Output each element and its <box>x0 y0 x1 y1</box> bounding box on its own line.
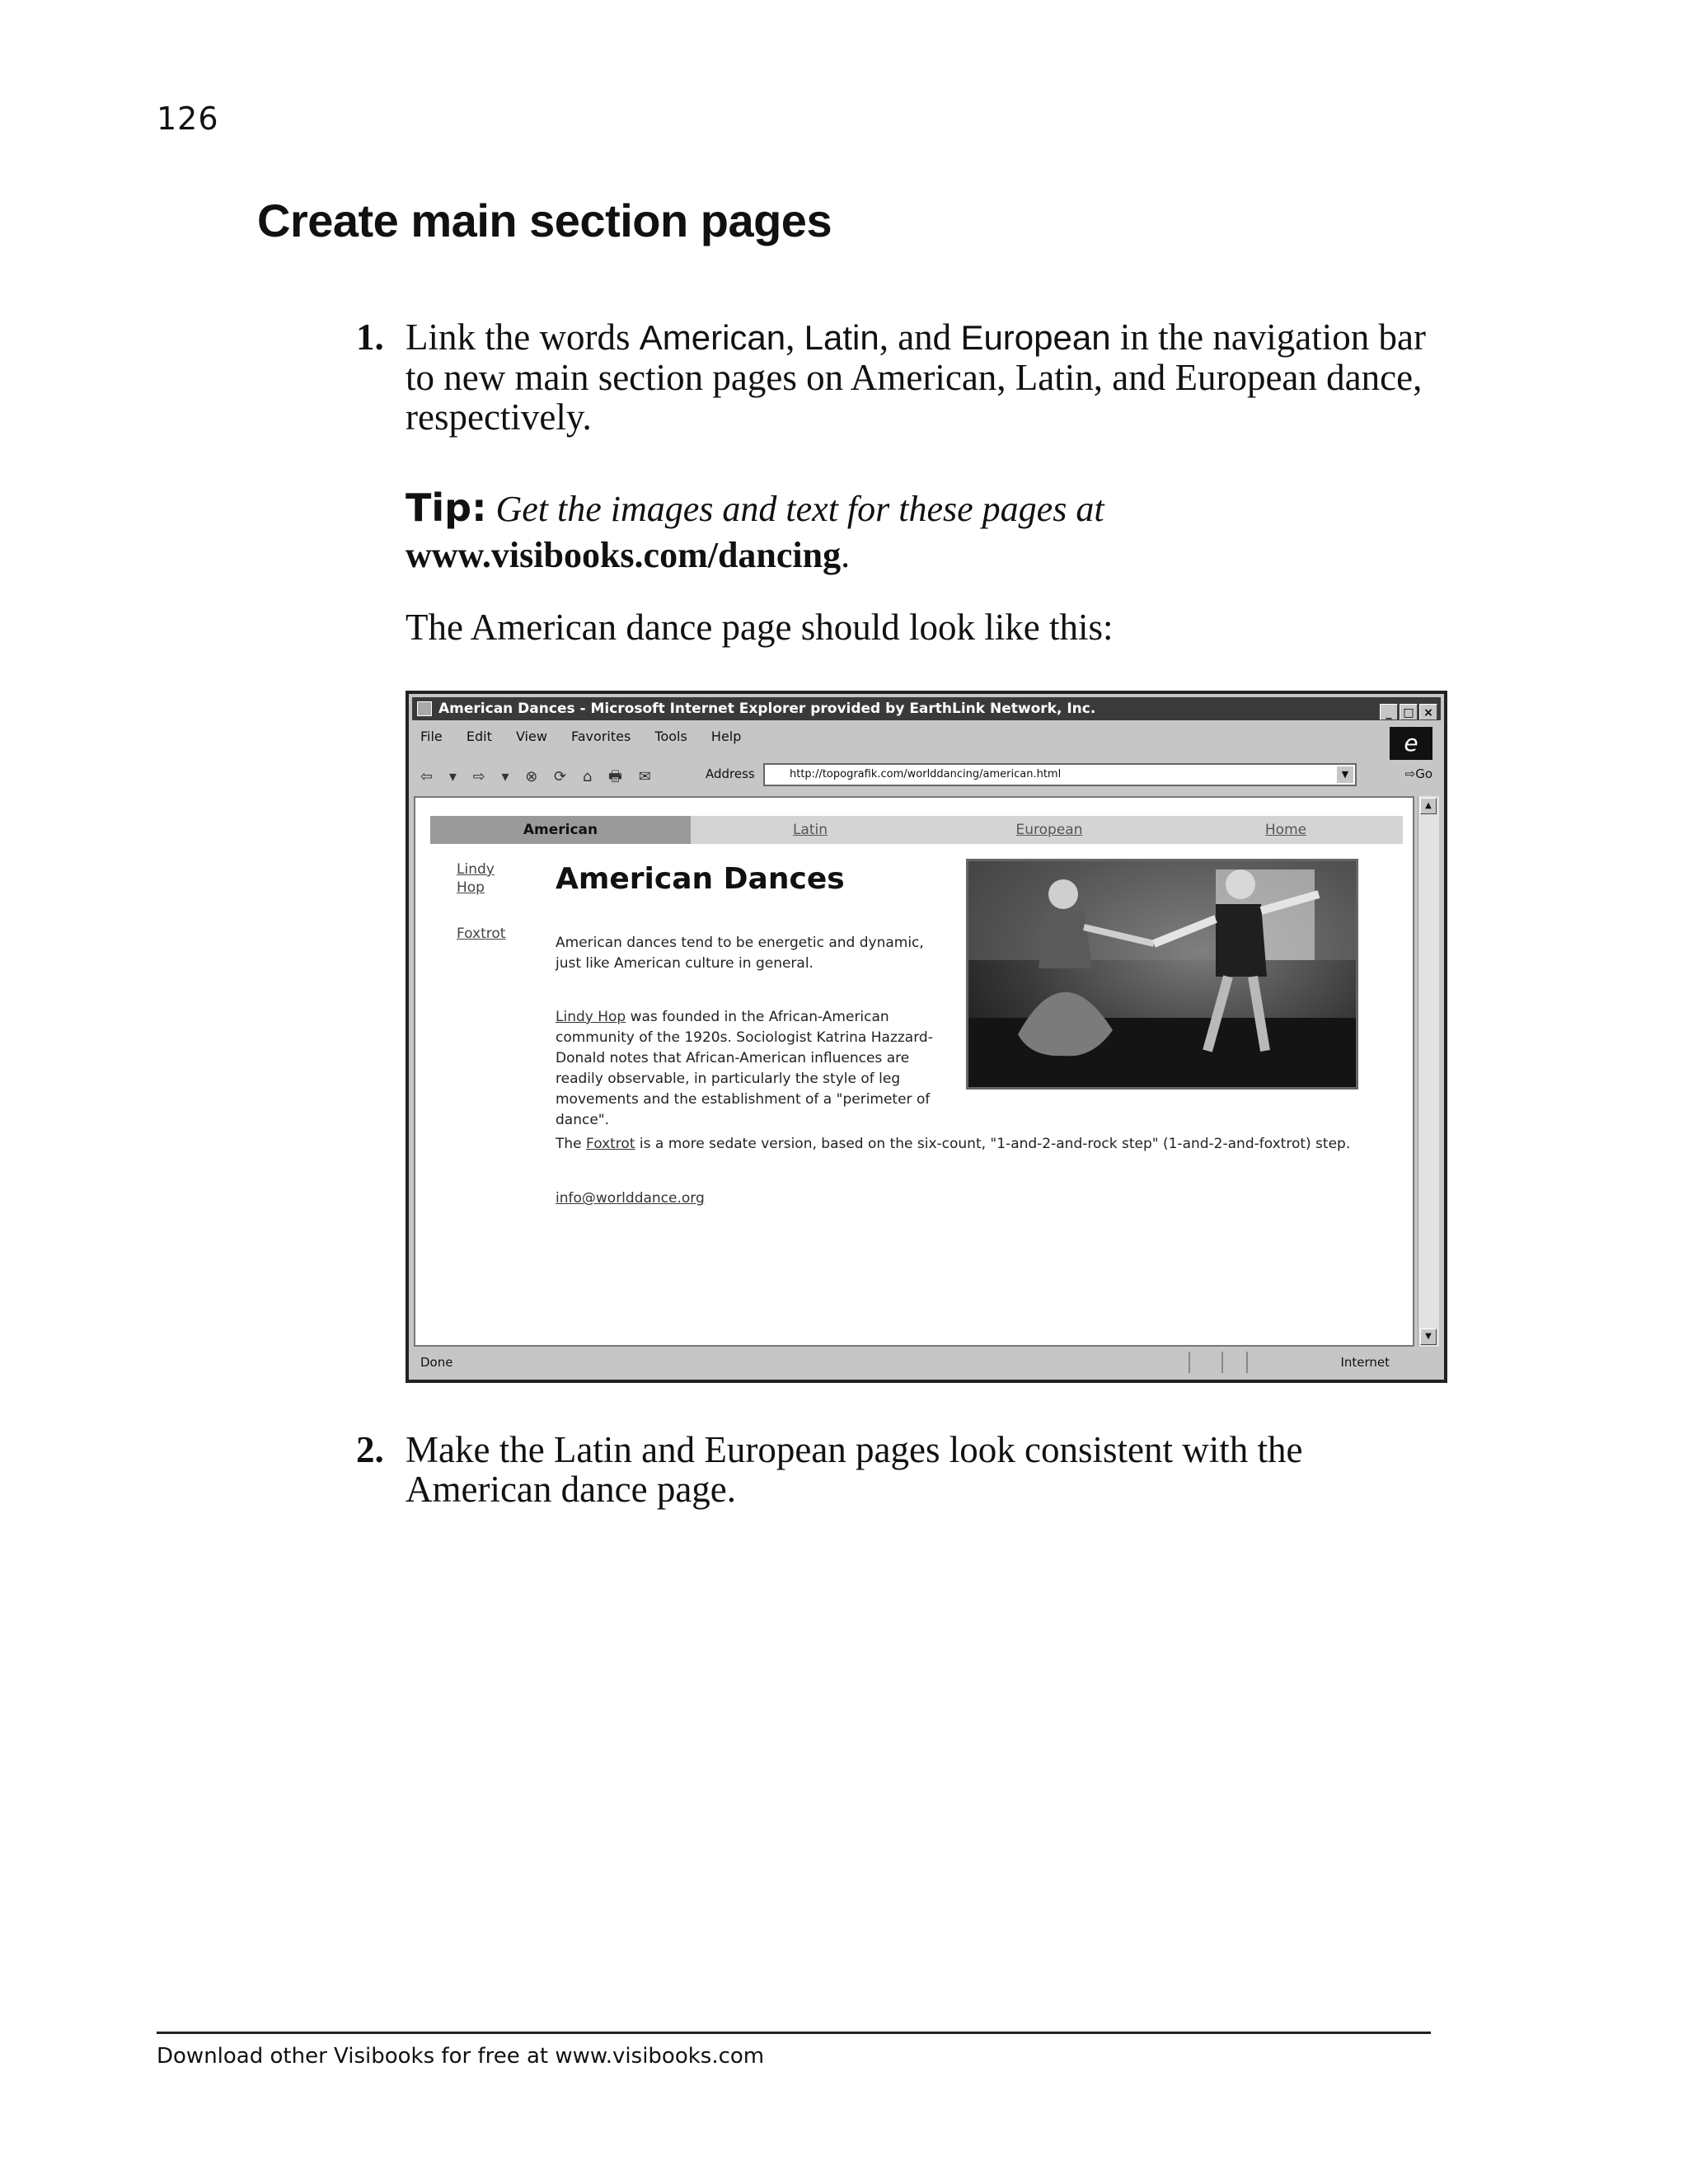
window-buttons <box>1378 701 1437 724</box>
address-dropdown-icon[interactable]: ▼ <box>1337 766 1353 783</box>
nav-latin[interactable]: Latin <box>792 822 828 838</box>
nav-american[interactable]: American <box>430 816 691 844</box>
back-dropdown-icon[interactable]: ▾ <box>448 768 457 785</box>
address-input[interactable] <box>763 763 1357 786</box>
step-1-number: 1. <box>356 316 384 358</box>
term-american: American <box>639 318 786 357</box>
paragraph-1: American dances tend to be energetic and dynamic, just like American culture in general. <box>556 935 924 972</box>
scroll-down-icon[interactable]: ▼ <box>1420 1329 1437 1345</box>
step-1-sep-1: , <box>785 316 804 358</box>
address-value: http://topografik.com/worlddancing/american.html <box>790 768 1062 780</box>
ie-window-icon <box>417 701 432 716</box>
back-icon[interactable]: ⇦ <box>420 768 434 785</box>
browser-toolbar <box>420 766 663 791</box>
paragraph-3-text-b: is a more sedate version, based on the six-count, "1-and-2-and-rock step" (1-and-2-and-foxtrot) step. <box>635 1136 1351 1152</box>
status-divider <box>1246 1352 1248 1373</box>
step-1-text-b: in the navigation bar to new main section pages on American, Latin, and European dance, respectively. <box>406 316 1426 438</box>
footer-text: Download other Visibooks for free at www.visibooks.com <box>157 2044 765 2069</box>
browser-statusbar <box>414 1348 1439 1376</box>
footer-divider <box>157 2032 1431 2034</box>
forward-dropdown-icon[interactable]: ▾ <box>501 768 509 785</box>
step-1-text-a: Link the words <box>406 316 640 358</box>
tip-link[interactable]: www.visibooks.com/dancing <box>406 535 842 575</box>
site-navbar <box>430 816 1403 844</box>
ie-logo-icon: e <box>1390 727 1432 760</box>
side-link-foxtrot[interactable]: Foxtrot <box>457 926 506 942</box>
status-divider <box>1221 1352 1223 1373</box>
vertical-scrollbar[interactable] <box>1418 796 1439 1347</box>
menu-file[interactable]: File <box>420 729 443 744</box>
minimize-icon[interactable]: _ <box>1380 704 1398 720</box>
browser-titlebar <box>412 697 1441 720</box>
email-link[interactable]: info@worlddance.org <box>556 1190 705 1207</box>
tip-label: Tip: <box>406 485 487 530</box>
home-icon[interactable]: ⌂ <box>582 768 593 785</box>
status-zone: Internet <box>1340 1355 1390 1370</box>
step-2-number: 2. <box>356 1429 384 1470</box>
tip-end: . <box>841 535 851 575</box>
browser-screenshot <box>406 691 1447 1383</box>
side-links <box>457 860 506 971</box>
section-title: Create main section pages <box>257 194 832 246</box>
lead-in: The American dance page should look like this: <box>406 607 1114 648</box>
browser-title: American Dances - Microsoft Internet Explorer provided by EarthLink Network, Inc. <box>438 701 1096 717</box>
tip <box>406 485 1444 579</box>
page-number: 126 <box>157 101 219 137</box>
status-divider <box>1189 1352 1190 1373</box>
side-link-lindy-hop[interactable]: Lindy Hop <box>457 861 495 896</box>
menu-edit[interactable]: Edit <box>466 729 492 744</box>
menu-favorites[interactable]: Favorites <box>571 729 631 744</box>
dancers-photo <box>966 859 1358 1090</box>
nav-european[interactable]: European <box>1015 822 1083 838</box>
scroll-up-icon[interactable]: ▲ <box>1420 798 1437 814</box>
close-icon[interactable]: × <box>1419 704 1437 720</box>
forward-icon[interactable]: ⇨ <box>472 768 485 785</box>
step-2-text: Make the Latin and European pages look consistent with the American dance page. <box>406 1429 1303 1510</box>
term-european: European <box>960 318 1111 357</box>
refresh-icon[interactable]: ⟳ <box>554 768 567 785</box>
menu-tools[interactable]: Tools <box>654 729 687 744</box>
mail-icon[interactable]: ✉ <box>638 768 651 785</box>
browser-viewport <box>414 796 1414 1347</box>
print-icon[interactable]: 🖶 <box>608 768 623 785</box>
menu-help[interactable]: Help <box>710 729 742 744</box>
paragraph-2-text: was founded in the African-American community of the 1920s. Sociologist Katrina Hazzard-Donald notes that African-American influences are readily observable, in particularly the style of leg movements and the establishment of a "perimeter of dance". <box>556 1009 933 1128</box>
step-1-text <box>406 317 1444 437</box>
paragraph-3 <box>556 1134 1380 1155</box>
content-heading: American Dances <box>556 862 845 896</box>
tip-text: Get the images and text for these pages at <box>495 489 1104 529</box>
step-1-sep-2: , and <box>879 316 961 358</box>
foxtrot-link[interactable]: Foxtrot <box>586 1136 635 1152</box>
address-label: Address <box>706 766 755 781</box>
go-button[interactable]: ⇨Go <box>1404 766 1432 781</box>
menu-view[interactable]: View <box>515 729 547 744</box>
paragraph-2 <box>556 1007 956 1131</box>
dancers-illustration <box>968 861 1356 1087</box>
lindy-hop-link[interactable]: Lindy Hop <box>556 1009 626 1025</box>
term-latin: Latin <box>804 318 879 357</box>
paragraph-3-text-a: The <box>556 1136 587 1152</box>
stop-icon[interactable]: ⊗ <box>525 768 538 785</box>
maximize-icon[interactable]: □ <box>1400 704 1418 720</box>
browser-menubar <box>420 729 761 744</box>
nav-home[interactable]: Home <box>1264 822 1307 838</box>
status-done: Done <box>420 1355 453 1370</box>
